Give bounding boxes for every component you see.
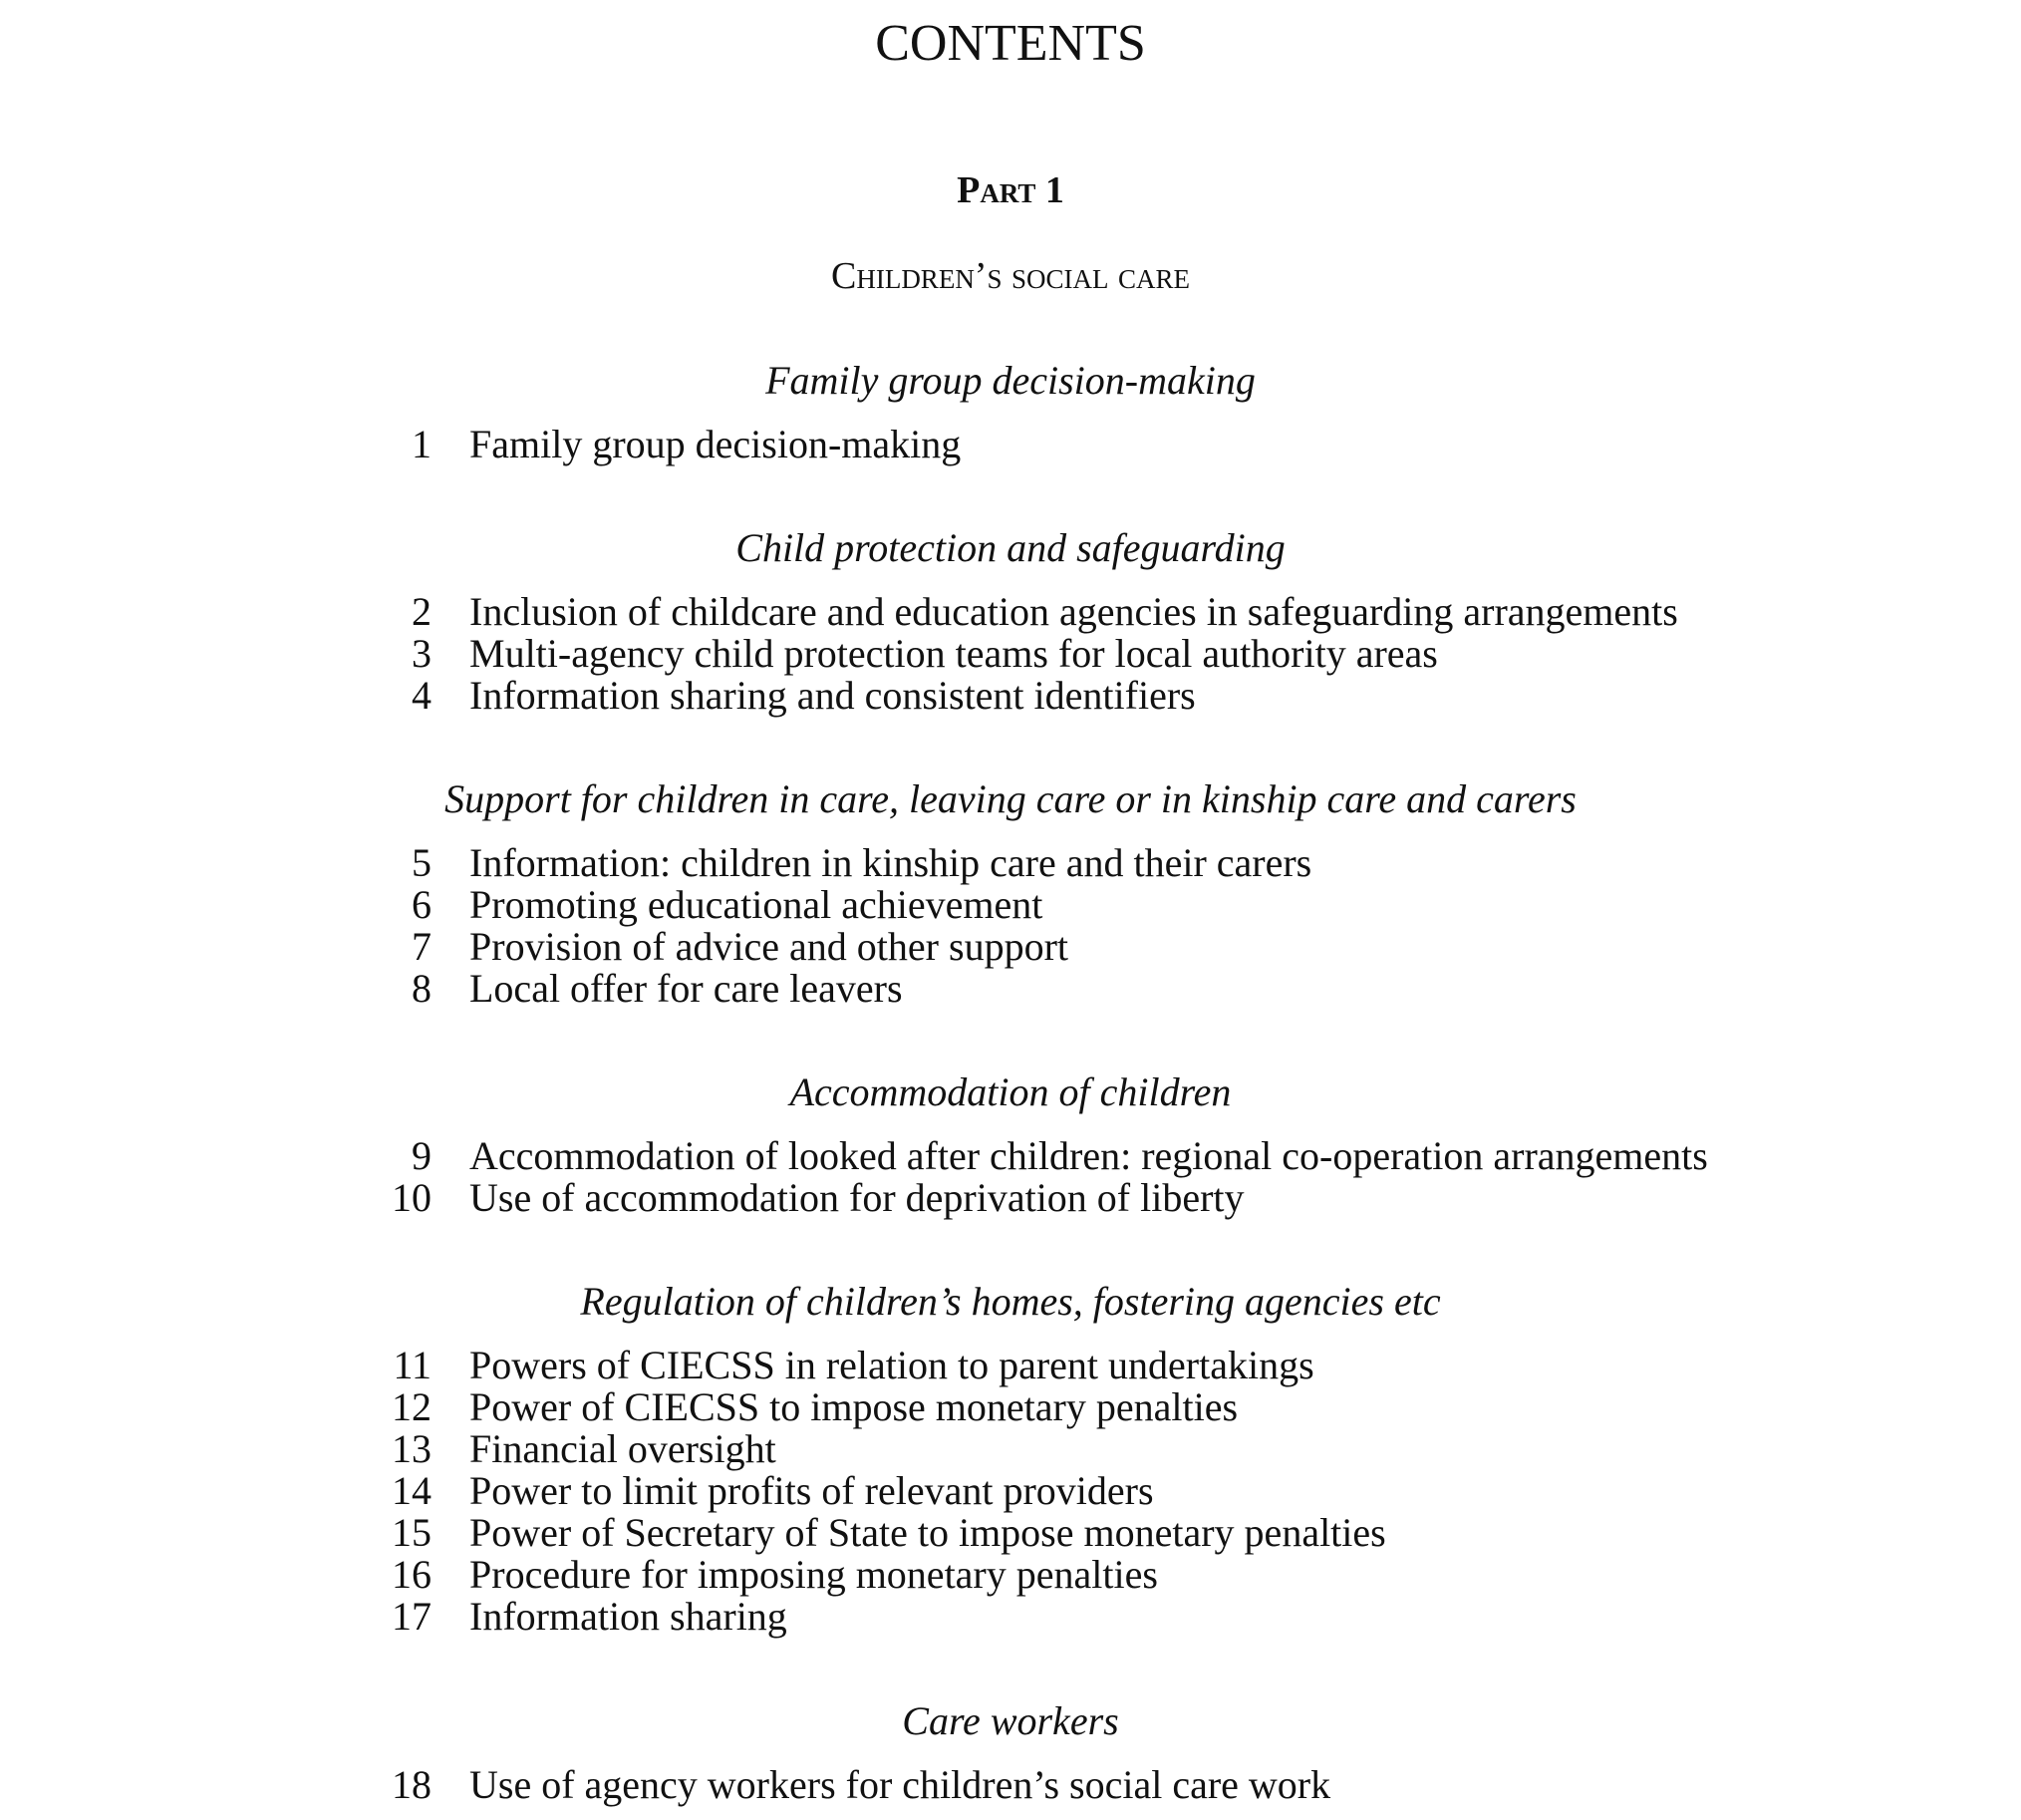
toc-entry[interactable] bbox=[0, 1596, 2021, 1638]
toc-entry[interactable] bbox=[0, 1764, 2021, 1806]
entry-number: 1 bbox=[412, 422, 432, 466]
toc-entry[interactable] bbox=[0, 1135, 2021, 1177]
entry-title[interactable]: Family group decision-making bbox=[469, 422, 962, 466]
entry-title[interactable]: Procedure for imposing monetary penalties bbox=[469, 1552, 1158, 1597]
entry-number: 6 bbox=[412, 882, 432, 927]
page-title: CONTENTS bbox=[875, 15, 1146, 72]
entry-title[interactable]: Powers of CIECSS in relation to parent undertakings bbox=[469, 1343, 1314, 1387]
entry-title[interactable]: Information sharing and consistent identifiers bbox=[469, 673, 1196, 718]
toc-entry[interactable] bbox=[0, 1177, 2021, 1219]
entry-title[interactable]: Use of agency workers for children’s social care work bbox=[469, 1762, 1331, 1807]
entry-number: 7 bbox=[412, 924, 432, 969]
toc-entry[interactable] bbox=[0, 968, 2021, 1010]
section-heading: Child protection and safeguarding bbox=[735, 525, 1286, 570]
entry-number: 4 bbox=[412, 673, 432, 718]
entry-title[interactable]: Accommodation of looked after children: regional co-operation arrangements bbox=[469, 1133, 1708, 1178]
toc-entry[interactable] bbox=[0, 591, 2021, 633]
toc-entry[interactable] bbox=[0, 1345, 2021, 1386]
part-title: Children’s social care bbox=[830, 255, 1190, 297]
entry-title[interactable]: Information sharing bbox=[469, 1594, 787, 1639]
entry-number: 15 bbox=[392, 1510, 432, 1555]
toc-entry[interactable] bbox=[0, 633, 2021, 675]
toc-entry[interactable] bbox=[0, 1386, 2021, 1428]
entry-number: 8 bbox=[412, 966, 432, 1011]
entry-title[interactable]: Promoting educational achievement bbox=[469, 882, 1043, 927]
section-heading: Accommodation of children bbox=[789, 1069, 1232, 1114]
entry-title[interactable]: Power of Secretary of State to impose monetary penalties bbox=[469, 1510, 1386, 1555]
entry-number: 17 bbox=[392, 1594, 432, 1639]
entry-number: 10 bbox=[392, 1175, 432, 1220]
toc-entry[interactable] bbox=[0, 1554, 2021, 1596]
entry-number: 14 bbox=[392, 1468, 432, 1513]
entry-title[interactable]: Power of CIECSS to impose monetary penalties bbox=[469, 1384, 1239, 1429]
entry-title[interactable]: Multi-agency child protection teams for local authority areas bbox=[469, 631, 1438, 676]
entry-number: 16 bbox=[392, 1552, 432, 1597]
entry-number: 18 bbox=[392, 1762, 432, 1807]
entry-title[interactable]: Financial oversight bbox=[469, 1426, 776, 1471]
part-label: Part 1 bbox=[957, 169, 1064, 211]
entry-number: 13 bbox=[392, 1426, 432, 1471]
entry-title[interactable]: Inclusion of childcare and education agencies in safeguarding arrangements bbox=[469, 589, 1678, 634]
section-heading: Family group decision-making bbox=[765, 358, 1256, 403]
toc-entry[interactable] bbox=[0, 926, 2021, 968]
entry-number: 3 bbox=[412, 631, 432, 676]
entry-title[interactable]: Local offer for care leavers bbox=[469, 966, 903, 1011]
entry-number: 2 bbox=[412, 589, 432, 634]
toc-entry[interactable] bbox=[0, 1470, 2021, 1512]
entry-title[interactable]: Power to limit profits of relevant providers bbox=[469, 1468, 1154, 1513]
entry-number: 5 bbox=[412, 840, 432, 885]
section-heading: Support for children in care, leaving care or in kinship care and carers bbox=[444, 776, 1577, 821]
entry-title[interactable]: Information: children in kinship care and their carers bbox=[469, 840, 1312, 885]
section-heading: Regulation of children’s homes, fostering agencies etc bbox=[580, 1279, 1441, 1324]
toc-entry[interactable] bbox=[0, 1512, 2021, 1554]
entry-title[interactable]: Use of accommodation for deprivation of liberty bbox=[469, 1175, 1245, 1220]
entry-number: 9 bbox=[412, 1133, 432, 1178]
toc-entry[interactable] bbox=[0, 424, 2021, 465]
entry-number: 12 bbox=[392, 1384, 432, 1429]
entry-number: 11 bbox=[393, 1343, 432, 1387]
section-heading: Care workers bbox=[902, 1698, 1119, 1743]
toc-entry[interactable] bbox=[0, 675, 2021, 717]
toc-entry[interactable] bbox=[0, 1428, 2021, 1470]
toc-entry[interactable] bbox=[0, 842, 2021, 884]
entry-title[interactable]: Provision of advice and other support bbox=[469, 924, 1068, 969]
toc-entry[interactable] bbox=[0, 884, 2021, 926]
